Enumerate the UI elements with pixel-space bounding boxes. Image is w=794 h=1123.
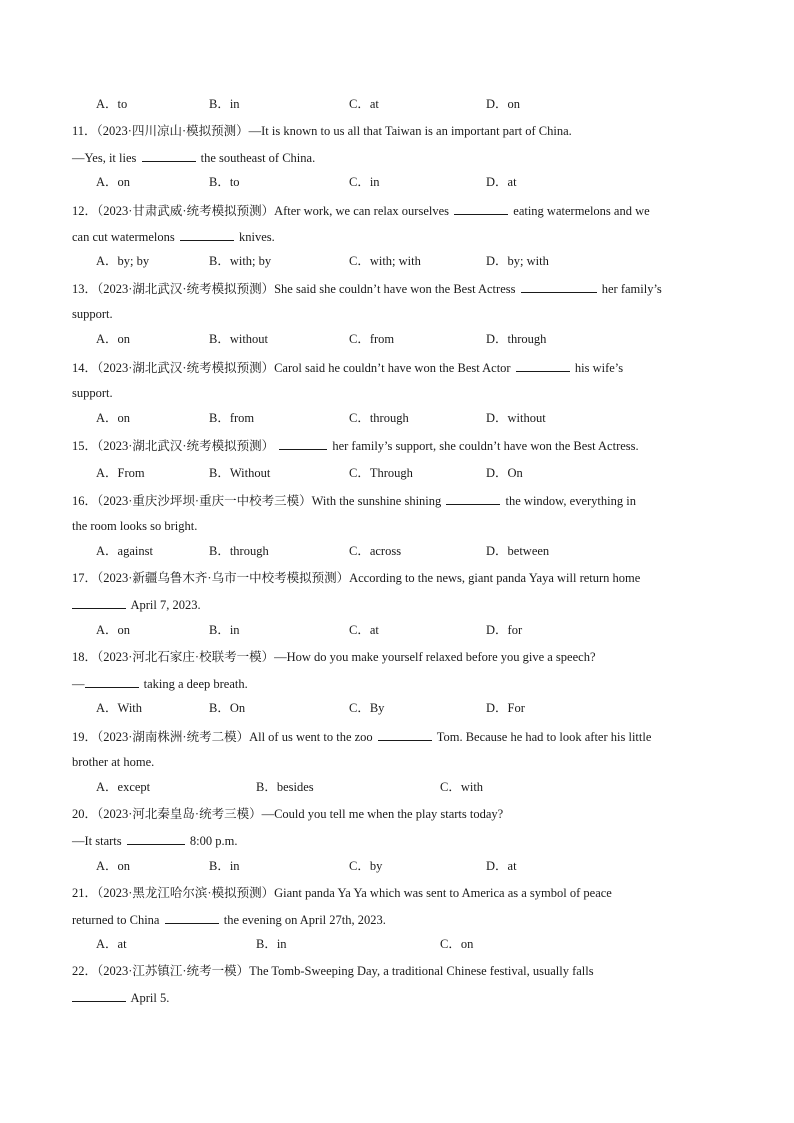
option-b: B．in: [256, 937, 287, 951]
answer-blank[interactable]: [180, 228, 234, 241]
option-d: D．at: [486, 175, 517, 189]
q18-options: [96, 700, 736, 716]
option-a: A．on: [96, 332, 131, 346]
option-b: B．besides: [256, 780, 314, 794]
option-b: B．in: [209, 97, 240, 111]
q17-stem-line2: April 7, 2023.: [72, 596, 201, 613]
option-d: D．at: [486, 859, 517, 873]
option-a: A．to: [96, 97, 128, 111]
q20-options: [96, 858, 736, 874]
q17-options: [96, 622, 736, 638]
q11-stem-line1: 11．（2023·四川凉山·模拟预测）—It is known to us all that Taiwan is an important part of China.: [72, 124, 572, 138]
option-c: C．Through: [349, 466, 413, 480]
q11-stem-line2: —Yes, it lies the southeast of China.: [72, 151, 316, 165]
option-c: C．on: [440, 937, 474, 951]
q20-stem-line2: —It starts 8:00 p.m.: [72, 834, 238, 848]
q10-options: [96, 96, 736, 112]
answer-blank[interactable]: [165, 911, 219, 924]
option-b: B．On: [209, 701, 246, 715]
option-c: C．in: [349, 175, 380, 189]
option-c: C．across: [349, 544, 402, 558]
q19-stem-line2: brother at home.: [72, 755, 155, 769]
option-d: D．on: [486, 97, 521, 111]
q21-stem-line1: 21．（2023·黑龙江哈尔滨·模拟预测）Giant panda Ya Ya which was sent to America as a symbol of peace: [72, 886, 612, 900]
option-c: C．with; with: [349, 254, 421, 268]
option-a: A．on: [96, 175, 131, 189]
option-c: C．through: [349, 411, 409, 425]
option-d: D．between: [486, 544, 550, 558]
q22-stem-line1: 22．（2023·江苏镇江·统考一模）The Tomb-Sweeping Day, a traditional Chinese festival, usually falls: [72, 964, 594, 978]
q19-options: [96, 779, 736, 795]
option-a: A．From: [96, 466, 145, 480]
option-b: B．with; by: [209, 254, 272, 268]
q14-stem-line2: support.: [72, 386, 113, 400]
option-b: B．to: [209, 175, 240, 189]
option-a: A．against: [96, 544, 153, 558]
q22-stem-line2: April 5.: [72, 989, 169, 1006]
option-d: D．by; with: [486, 254, 549, 268]
answer-blank[interactable]: [378, 728, 432, 741]
q18-stem-line1: 18．（2023·河北石家庄·校联考一模）—How do you make yourself relaxed before you give a speech?: [72, 650, 596, 664]
answer-blank[interactable]: [454, 202, 508, 215]
option-b: B．from: [209, 411, 255, 425]
option-b: B．Without: [209, 466, 271, 480]
q14-options: [96, 410, 736, 426]
q11-options: [96, 174, 736, 190]
option-b: B．in: [209, 623, 240, 637]
option-d: D．without: [486, 411, 546, 425]
q15-stem-line1: 15．（2023·湖北武汉·统考模拟预测） her family’s support, she couldn’t have won the Best Actress.: [72, 439, 639, 453]
option-a: A．With: [96, 701, 143, 715]
answer-blank[interactable]: [521, 280, 597, 293]
q14-stem-line1: 14．（2023·湖北武汉·统考模拟预测）Carol said he couldn’t have won the Best Actor his wife’s: [72, 361, 624, 375]
q13-options: [96, 331, 736, 347]
option-d: D．For: [486, 701, 525, 715]
answer-blank[interactable]: [85, 675, 139, 688]
q12-options: [96, 253, 736, 269]
q20-stem-line1: 20．（2023·河北秦皇岛·统考三模）—Could you tell me when the play starts today?: [72, 807, 504, 821]
option-a: A．at: [96, 937, 127, 951]
q12-stem-line2: can cut watermelons knives.: [72, 230, 275, 244]
option-a: A．except: [96, 780, 151, 794]
option-b: B．in: [209, 859, 240, 873]
q21-options: [96, 936, 736, 952]
q17-stem-line1: 17．（2023·新疆乌鲁木齐·乌市一中校考模拟预测）According to the news, giant panda Yaya will return home: [72, 571, 641, 585]
answer-blank[interactable]: [72, 596, 126, 609]
q16-stem-line2: the room looks so bright.: [72, 519, 198, 533]
answer-blank[interactable]: [142, 149, 196, 162]
q13-stem-line1: 13．（2023·湖北武汉·统考模拟预测）She said she couldn’t have won the Best Actress her family’s: [72, 282, 662, 296]
option-b: B．without: [209, 332, 269, 346]
option-c: C．By: [349, 701, 385, 715]
option-d: D．On: [486, 466, 523, 480]
q13-stem-line2: support.: [72, 307, 113, 321]
option-c: C．by: [349, 859, 383, 873]
answer-blank[interactable]: [279, 437, 327, 450]
q19-stem-line1: 19．（2023·湖南株洲·统考二模）All of us went to the zoo Tom. Because he had to look after his little: [72, 730, 652, 744]
q15-options: [96, 465, 736, 481]
q16-stem-line1: 16．（2023·重庆沙坪坝·重庆一中校考三模）With the sunshine shining the window, everything in: [72, 494, 636, 508]
answer-blank[interactable]: [516, 359, 570, 372]
option-c: C．at: [349, 97, 379, 111]
option-a: A．on: [96, 623, 131, 637]
option-b: B．through: [209, 544, 269, 558]
q16-options: [96, 543, 736, 559]
option-d: D．for: [486, 623, 523, 637]
option-a: A．by; by: [96, 254, 150, 268]
option-a: A．on: [96, 411, 131, 425]
option-a: A．on: [96, 859, 131, 873]
answer-blank[interactable]: [446, 492, 500, 505]
answer-blank[interactable]: [127, 832, 185, 845]
q21-stem-line2: returned to China the evening on April 27th, 2023.: [72, 913, 386, 927]
answer-blank[interactable]: [72, 989, 126, 1002]
option-c: C．with: [440, 780, 484, 794]
option-d: D．through: [486, 332, 547, 346]
q12-stem-line1: 12．（2023·甘肃武威·统考模拟预测）After work, we can relax ourselves eating watermelons and we: [72, 204, 650, 218]
q18-stem-line2: — taking a deep breath.: [72, 677, 248, 691]
option-c: C．at: [349, 623, 379, 637]
option-c: C．from: [349, 332, 395, 346]
